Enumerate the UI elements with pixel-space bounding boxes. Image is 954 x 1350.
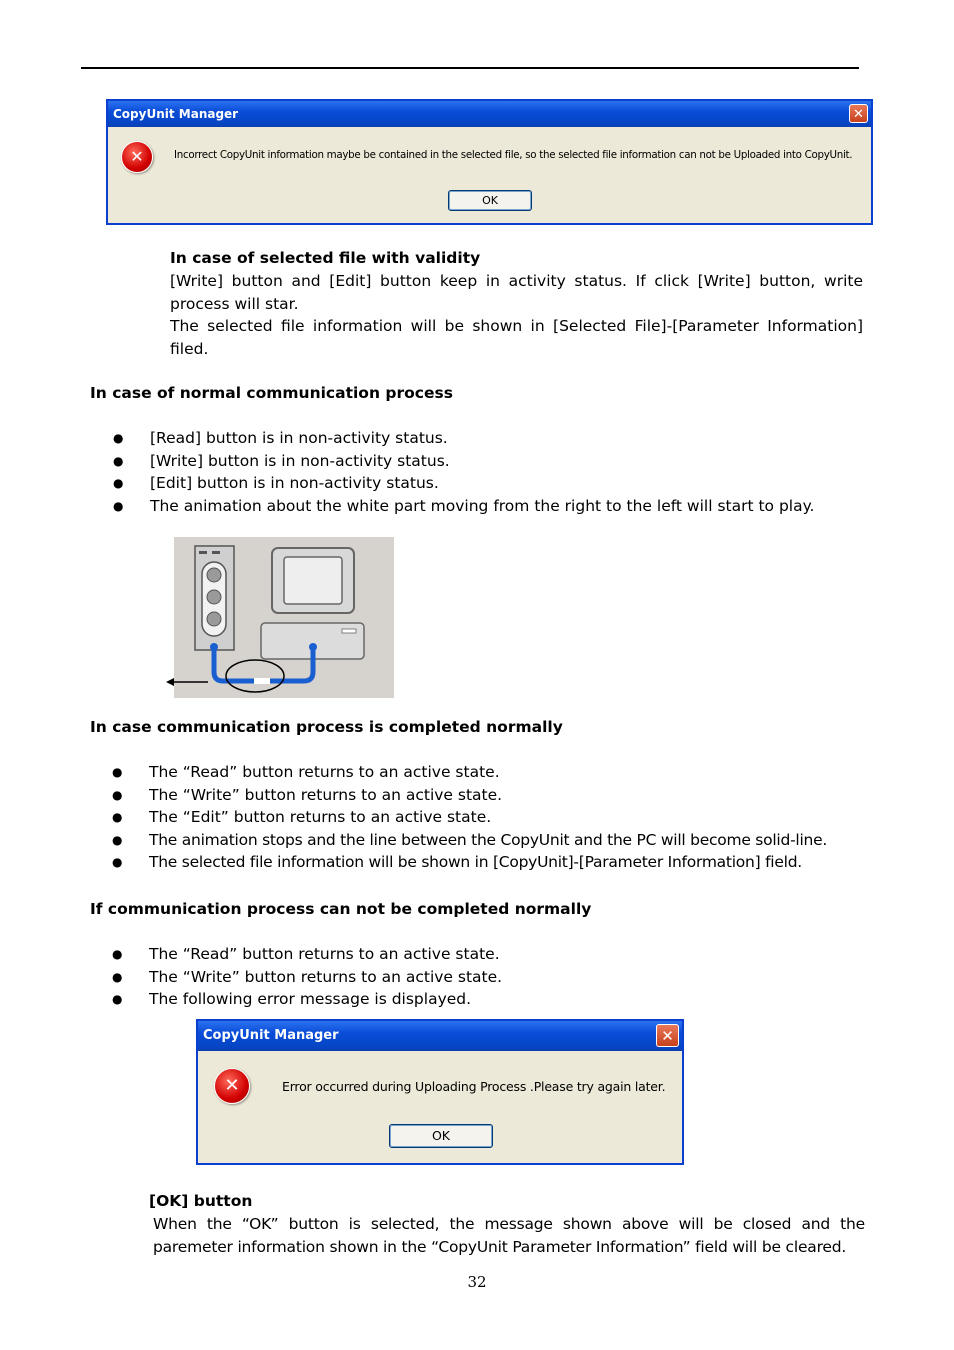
list-item: ● The selected file information will be shown in [CopyUnit]-[Parameter Information] field. — [149, 851, 827, 874]
connection-illustration — [160, 537, 395, 699]
ok-button[interactable]: OK — [389, 1124, 493, 1148]
list-item: ● The “Read” button returns to an active state. — [149, 943, 502, 966]
list-item: ● The “Read” button returns to an active state. — [149, 761, 827, 784]
list-item: ● The animation stops and the line between the CopyUnit and the PC will become solid-line. — [149, 829, 827, 852]
header-rule — [81, 67, 859, 69]
list-item: ● The “Write” button returns to an active state. — [149, 784, 827, 807]
list-item: ● [Read] button is in non-activity status. — [150, 427, 815, 450]
ok-section-heading: [OK] button — [149, 1192, 253, 1210]
failed-heading: If communication process can not be completed normally — [90, 900, 592, 918]
completed-list — [112, 761, 828, 874]
bullet: ● — [113, 453, 124, 468]
bullet: ● — [113, 431, 124, 445]
list-item: ● [Write] button is in non-activity status. — [150, 450, 815, 473]
failed-list — [112, 943, 503, 1011]
dialog-message: Error occurred during Uploading Process .Please try again later. — [282, 1079, 666, 1094]
dialog-title: CopyUnit Manager — [113, 107, 239, 121]
list-item: ● The following error message is displayed. — [149, 988, 502, 1011]
error-icon: ✕ — [214, 1068, 250, 1104]
list-item: ● [Edit] button is in non-activity status. — [150, 472, 815, 495]
validity-paragraph-2: The selected file information will be shown in [Selected File]-[Parameter Information] filed. — [170, 317, 863, 358]
bullet: ● — [112, 832, 123, 847]
dialog-title: CopyUnit Manager — [203, 1028, 339, 1043]
validity-heading: In case of selected file with validity — [170, 249, 481, 267]
bullet: ● — [113, 498, 124, 513]
normal-list — [113, 427, 815, 517]
completed-heading: In case communication process is completed normally — [90, 718, 563, 736]
bullet: ● — [112, 969, 123, 984]
list-item: ● The “Write” button returns to an active state. — [149, 966, 502, 989]
close-icon[interactable]: ✕ — [849, 104, 868, 123]
bullet: ● — [112, 765, 123, 779]
close-icon[interactable]: ✕ — [656, 1024, 679, 1047]
copyunit-pc-illustration — [160, 537, 395, 699]
list-item: ● The animation about the white part moving from the right to the left will start to play. — [150, 495, 815, 518]
ok-section-paragraph: When the “OK” button is selected, the message shown above will be closed and the paremeter information shown in the “CopyUnit Parameter Information” field will be cleared. — [153, 1215, 865, 1256]
bullet: ● — [113, 476, 124, 490]
bullet: ● — [112, 810, 123, 824]
bullet: ● — [112, 855, 123, 869]
error-icon: ✕ — [121, 141, 153, 173]
dialog-message: Incorrect CopyUnit information maybe be contained in the selected file, so the selected file information can not be Uploaded into CopyUnit. — [174, 149, 853, 161]
normal-heading: In case of normal communication process — [90, 384, 453, 402]
bullet: ● — [112, 947, 123, 961]
bullet: ● — [112, 787, 123, 802]
error-dialog-upload-failed — [196, 1019, 684, 1165]
pc-icon — [261, 548, 364, 659]
validity-paragraph-1: [Write] button and [Edit] button keep in activity status. If click [Write] button, write process will star. — [170, 272, 863, 313]
dialog-titlebar[interactable] — [108, 101, 871, 127]
error-dialog-invalid-file — [106, 99, 873, 225]
copyunit-device-icon — [195, 546, 234, 650]
list-item: ● The “Edit” button returns to an active state. — [149, 806, 827, 829]
page-number: 32 — [467, 1273, 487, 1291]
ok-button[interactable]: OK — [448, 190, 532, 211]
moving-white-part — [254, 678, 270, 684]
bullet: ● — [112, 992, 123, 1006]
dialog-titlebar[interactable] — [198, 1021, 682, 1051]
